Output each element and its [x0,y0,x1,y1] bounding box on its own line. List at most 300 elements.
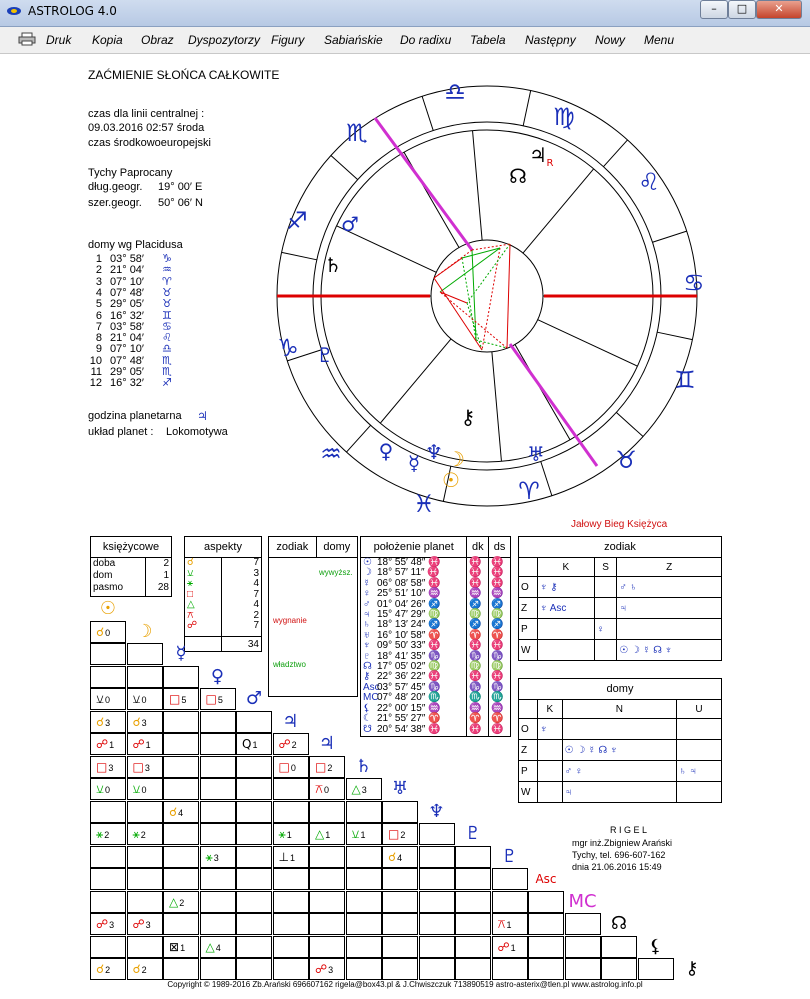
aspect-grid-mark: □3 [96,759,114,774]
aspect-grid-cell[interactable] [382,868,418,890]
aspect-grid-cell[interactable] [455,958,491,980]
lunar-doba-label: doba [93,558,116,569]
aspect-grid-mark: ⚺0 [132,692,147,706]
aspect-grid-cell[interactable] [236,891,272,913]
domy-element-row-label: Z [519,740,538,761]
zodiak-element-table [518,536,722,661]
domy-element-header: domy [519,679,722,700]
zodiak-element-cell: ☉ ☽ ☿ ☊ ♆ [617,640,722,661]
zodiak-element-cell: ♆ ⚷ [538,577,595,598]
aspect-grid-cell[interactable] [382,801,418,823]
timezone: czas środkowoeuropejski [88,137,211,149]
aspect-grid-cell[interactable] [200,891,236,913]
dignity-wygnanie: wygnanie [273,616,307,625]
lunar-dom-label: dom [93,570,113,581]
position-sign: ♒ [425,702,441,714]
zodiak-element-cell: ♃ [617,598,722,619]
houses-label: domy wg Placidusa [88,239,183,251]
aspect-grid-mark: ⚹3 [205,849,219,864]
sign-boundary [523,91,530,126]
sign-glyph: ♋ [683,269,705,297]
aspect-grid-cell[interactable] [419,913,455,935]
aspect-grid-cell[interactable] [163,778,199,800]
aspect-grid-cell[interactable] [236,778,272,800]
planet-glyph: ♅ [527,442,545,466]
position-degree: 16° 10′ 58″ [377,629,426,641]
house-sign-ds: ♑ [491,650,504,662]
chart-area [0,54,810,999]
aspect-grid-cell[interactable] [346,913,382,935]
aspect-grid-mark: ⊥1 [278,849,295,864]
aspect-count: 4 [253,599,259,610]
aspect-grid-cell[interactable] [163,913,199,935]
place: Tychy Paprocany [88,167,173,179]
aspect-count: 2 [253,609,259,621]
aspect-grid-cell[interactable] [163,958,199,980]
zodiak-element-col-header: S [594,558,617,577]
house-cusp [473,131,483,241]
aspect-grid-cell[interactable] [127,666,163,688]
aspect-grid-cell[interactable] [200,913,236,935]
position-planet: ♂ [363,598,371,610]
aspect-grid-cell[interactable] [346,936,382,958]
aspect-grid-mark: ☍1 [96,737,115,751]
aspect-grid-mark: ☌3 [132,714,147,729]
aspect-grid-cell[interactable] [419,891,455,913]
aspect-grid-cell[interactable] [90,936,126,958]
sign-boundary [541,461,552,495]
aspect-grid-cell[interactable] [565,913,601,935]
sign-boundary [603,140,627,167]
aspect-grid-mark: ⚻1 [497,917,512,931]
aspect-grid-cell[interactable] [273,868,309,890]
aspect-grid-cell[interactable] [419,868,455,890]
aspect-grid-cell[interactable] [273,913,309,935]
aspect-grid-cell[interactable] [90,846,126,868]
house-sign: ♎ [162,342,172,356]
aspect-grid-cell[interactable] [273,801,309,823]
position-degree: 18° 13′ 24″ [377,619,426,631]
close-button[interactable]: ✕ [756,0,802,19]
aspect-grid-cell[interactable] [273,891,309,913]
position-planet: ♇ [363,650,371,662]
aspect-grid-cell[interactable] [309,846,345,868]
planet-glyph: ☽ [447,447,465,471]
position-planet: ☉ [363,557,372,568]
aspect-grid-cell[interactable] [236,868,272,890]
position-sign: ♐ [425,598,441,610]
menu-menu[interactable]: Menu [644,33,675,47]
aspect-grid-cell[interactable] [638,958,674,980]
position-degree: 20° 54′ 38″ [377,723,426,735]
aspect-grid-cell[interactable] [309,891,345,913]
domy-element-cell [677,740,722,761]
house-degree: 07° 10′ [110,343,144,356]
house-sign-ds: ♐ [491,619,504,631]
menu-nastepny[interactable]: Następny [525,33,576,47]
aspect-grid-cell[interactable] [90,666,126,688]
position-sign: ♈ [425,713,441,725]
aspect-grid-cell[interactable] [273,958,309,980]
aspect-grid-cell[interactable] [346,891,382,913]
planet-glyph: ♀ [378,439,394,463]
aspect-grid-mark: ⚺0 [96,782,111,796]
aspect-grid-planet: ♃ [318,733,336,754]
aspect-grid-cell[interactable] [492,891,528,913]
domy-element-cell: ☉ ☽ ☿ ☊ ♆ [562,740,676,761]
domy-element-cell: ♄ ♃ [677,761,722,782]
zodiak-element-cell [538,619,595,640]
aspect-glyph: ⚹ [187,578,193,589]
aspect-grid-cell[interactable] [200,711,236,733]
aspect-grid-mark: ⚹2 [96,827,110,841]
house-sign-dk: ♈ [469,713,482,725]
aspect-grid-cell[interactable] [309,801,345,823]
aspect-grid-cell[interactable] [419,846,455,868]
aspect-grid-cell[interactable] [163,711,199,733]
aspect-grid-cell[interactable] [492,868,528,890]
zodiak-element-row-label: Z [519,598,538,619]
menu-kopia[interactable]: Kopia [92,33,123,47]
aspect-grid-cell[interactable] [273,936,309,958]
position-planet: ⚷ [363,671,371,683]
positions-dk: dk [467,537,489,558]
copyright-footer: Copyright © 1989-2016 Zb.Arański 696607162 rigela@box43.pl & J.Chwiszczuk 713890519 astro-asterix@tlen.pl www.astrolog.info.pl [167,980,643,989]
domy-element-cell [677,719,722,740]
position-planet: ♃ [363,609,371,621]
domy-element-col-header: U [677,700,722,719]
app-logo-icon [6,6,22,16]
aspect-grid-planet: ♆ [428,800,445,822]
house-number: 3 [95,275,102,288]
position-sign: ♓ [425,723,441,735]
sign-glyph: ♈ [518,477,540,505]
domy-element-cell [538,740,563,761]
position-degree: 17° 05′ 02″ [377,661,426,673]
house-sign-dk: ♓ [469,567,482,579]
domy-element-table [518,678,722,803]
aspect-grid-cell[interactable] [309,936,345,958]
aspect-grid-mark: △2 [169,894,185,909]
aspect-grid-mark: ☍3 [315,962,334,976]
aspect-grid-cell[interactable] [127,846,163,868]
house-sign-ds: ♓ [491,723,504,735]
aspect-glyph: ⚺ [187,567,194,579]
aspect-grid-cell[interactable] [127,643,163,665]
house-sign-dk: ♓ [469,723,482,735]
aspect-grid-cell[interactable] [127,936,163,958]
aspect-grid-mark: ☌2 [96,962,111,976]
zodiak-element-cell [617,619,722,640]
position-sign: ♈ [425,629,441,641]
menu-druk[interactable]: Druk [46,33,72,47]
aspect-grid-cell[interactable] [163,666,199,688]
house-sign: ♊ [162,308,172,322]
position-degree: 18° 55′ 48″ [377,557,426,568]
position-planet: ♄ [363,619,371,631]
house-sign-dk: ♍ [469,661,482,673]
aspect-grid-planet: ♄ [355,755,372,777]
sign-glyph: ♉ [615,446,637,474]
chart-wheel [262,78,712,528]
aspect-grid-cell[interactable] [419,958,455,980]
aspect-grid-cell[interactable] [163,823,199,845]
aspect-grid-cell[interactable] [90,643,126,665]
aspects-header: aspekty [185,537,262,558]
title-bar [0,0,810,27]
pattern-label: układ planet : [88,426,154,438]
position-degree: 07° 48′ 20″ [377,692,426,704]
zodiak-element-cell [594,577,617,598]
aspect-grid-mark: ⚺1 [351,827,366,841]
house-sign-ds: ♓ [491,567,504,579]
position-planet: Asc [363,681,380,693]
menu-figury[interactable]: Figury [271,33,305,47]
aspect-grid-cell[interactable] [163,868,199,890]
position-sign: ♍ [425,661,441,673]
house-sign: ♏ [162,365,172,378]
aspect-grid-cell[interactable] [236,801,272,823]
aspect-grid-cell[interactable] [200,756,236,778]
house-number: 12 [89,377,102,390]
aspect-grid-cell[interactable] [455,936,491,958]
aspect-grid-cell[interactable] [127,801,163,823]
aspect-grid-cell[interactable] [382,958,418,980]
domy-element-row-label: P [519,761,538,782]
planet-glyph: ♂ [341,212,359,236]
planet-glyph: ☉ [442,468,460,492]
aspect-grid-planet: ⚸ [648,935,663,957]
aspect-grid-cell[interactable] [346,868,382,890]
aspect-line [507,244,510,348]
lunar-dom-value: 1 [163,570,169,581]
position-planet: ☾ [363,713,372,725]
zodiak-element-header: zodiak [519,537,722,558]
house-cusp [492,352,502,462]
position-sign: ♒ [425,588,441,600]
aspect-grid-mark: ⚹1 [278,827,292,841]
aspect-grid-cell[interactable] [528,913,564,935]
aspect-grid-mark: ☍3 [96,917,115,931]
aspect-grid-cell[interactable] [127,891,163,913]
aspect-grid-cell[interactable] [200,958,236,980]
aspect-grid-cell[interactable] [163,733,199,755]
aspect-grid-mark: □5 [205,692,223,706]
datetime: 09.03.2016 02:57 środa [88,122,205,134]
aspect-glyph: ☌ [187,557,194,568]
menu-obraz[interactable]: Obraz [141,33,174,47]
aspect-grid-cell[interactable] [455,868,491,890]
aspect-grid-cell[interactable] [528,958,564,980]
house-sign-ds: ♈ [491,629,504,641]
menu-bar [0,27,810,54]
house-degree: 16° 32′ [110,377,144,390]
aspect-grid-cell[interactable] [163,756,199,778]
house-sign-ds: ♑ [491,681,504,693]
aspect-grid-cell[interactable] [382,936,418,958]
maximize-button[interactable]: □ [728,0,756,19]
aspect-grid-cell[interactable] [419,936,455,958]
aspect-grid-cell[interactable] [200,801,236,823]
aspect-grid-cell[interactable] [309,913,345,935]
aspect-grid-cell[interactable] [565,936,601,958]
planet-glyph: ⚷ [460,405,476,429]
aspect-grid-cell[interactable] [200,823,236,845]
aspect-grid-cell[interactable] [565,958,601,980]
aspect-grid-cell[interactable] [601,936,637,958]
zodiak-element-cell: ♆ Asc [538,598,595,619]
aspect-grid-planet: ♃ [282,710,299,732]
aspect-grid-cell[interactable] [200,778,236,800]
position-degree: 22° 36′ 22″ [377,671,426,683]
house-number: 1 [95,253,102,265]
aspect-grid-cell[interactable] [419,823,455,845]
house-sign-ds: ♓ [491,557,504,568]
aspect-grid-mark: △1 [315,827,331,841]
sign-boundary [422,96,433,130]
house-sign-dk: ♒ [469,588,482,600]
house-degree: 07° 48′ [110,286,144,299]
rigel-author: mgr inż.Zbigniew Arański [572,838,673,848]
house-sign-dk: ♑ [469,650,482,662]
sign-glyph: ♎ [444,78,466,106]
house-sign-ds: ♒ [491,702,504,714]
domy-element-cell [538,782,563,803]
aspect-grid-cell[interactable] [236,823,272,845]
house-sign: ♐ [162,376,172,390]
aspect-grid-cell[interactable] [236,756,272,778]
planet-hour-label: godzina planetarna [88,410,182,422]
sign-glyph: ♓ [413,490,435,518]
retrograde-mark: R [546,158,554,169]
aspect-grid-mark: ☌3 [96,714,111,729]
position-planet: ☽ [363,567,372,579]
zodiak-element-row-label: O [519,577,538,598]
aspect-grid-cell[interactable] [200,868,236,890]
zodiak-element-cell [594,598,617,619]
position-planet: ⚸ [363,702,371,714]
aspect-grid-cell[interactable] [455,846,491,868]
positions-table [360,536,511,737]
aspect-grid-mark: □0 [278,759,296,774]
aspect-grid-cell[interactable] [200,733,236,755]
position-planet: ☿ [363,577,371,589]
aspect-grid-cell[interactable] [528,891,564,913]
aspect-grid-cell[interactable] [382,891,418,913]
house-sign-ds: ♈ [491,713,504,725]
house-sign: ♑ [162,252,172,265]
aspect-grid-cell[interactable] [90,891,126,913]
planet-glyph: ♄ [324,253,342,277]
menu-dyspozytorzy[interactable]: Dyspozytorzy [188,33,261,47]
aspect-count: 3 [253,567,259,579]
aspect-grid-cell[interactable] [236,711,272,733]
house-degree: 03° 58′ [110,320,144,333]
aspect-grid-cell[interactable] [90,868,126,890]
house-degree: 07° 10′ [110,275,144,288]
domy-element-cell [677,782,722,803]
dignity-wladztwo: władztwo [273,660,306,669]
house-sign-dk: ♐ [469,619,482,631]
aspect-grid-cell[interactable] [90,801,126,823]
aspect-grid-planet: ☊ [611,913,627,934]
aspect-count: 4 [253,578,259,589]
lunar-header: księżycowe [91,537,172,558]
aspect-grid-planet: MC [568,890,597,912]
aspect-grid-cell[interactable] [492,958,528,980]
house-number: 10 [89,354,102,367]
aspect-grid-cell[interactable] [382,913,418,935]
position-sign: ♓ [424,567,440,579]
aspect-grid-cell[interactable] [236,936,272,958]
menu-sabianskie[interactable]: Sabiańskie [324,33,383,47]
position-planet: ☊ [363,661,372,673]
aspect-grid-mark: ☍2 [278,737,297,751]
aspect-grid-cell[interactable] [346,846,382,868]
aspect-grid-cell[interactable] [455,913,491,935]
position-sign: ♓ [425,577,441,589]
aspect-grid-cell[interactable] [273,778,309,800]
minimize-button[interactable]: – [700,0,728,19]
house-cusp [538,320,638,366]
domy-element-cell [562,719,676,740]
menu-nowy[interactable]: Nowy [595,33,626,47]
rigel-name: R I G E L [610,825,648,835]
aspect-grid-cell[interactable] [528,936,564,958]
void-moon-label: Jałowy Bieg Księżyca [571,519,668,530]
house-degree: 29° 05′ [110,366,144,378]
aspect-grid-cell[interactable] [346,958,382,980]
menu-do-radixu[interactable]: Do radixu [400,33,452,47]
aspect-grid-cell[interactable] [601,958,637,980]
rigel-contact: Tychy, tel. 696-607-162 [572,850,666,860]
aspect-grid-mark: ☌2 [132,962,147,976]
planet-glyph: ♃ [529,143,547,167]
zodiak-element-col-header: K [538,558,595,577]
aspect-grid-cell[interactable] [163,846,199,868]
position-degree: 18° 41′ 35″ [377,650,426,662]
house-sign: ♌ [162,331,172,345]
aspect-grid-planet: ⚷ [685,958,699,979]
aspect-grid-mark: □5 [169,692,187,706]
domy-element-col-header: K [538,700,563,719]
aspect-grid-cell[interactable] [127,868,163,890]
aspect-grid-cell[interactable] [236,846,272,868]
aspect-glyph: ⚻ [187,609,194,621]
planet-glyph: ♆ [425,440,443,464]
sign-glyph: ♌ [638,168,660,196]
position-degree: 06° 08′ 58″ [377,577,426,589]
position-planet: ♆ [363,640,371,652]
house-number: 9 [95,343,102,356]
position-planet: MC [363,692,379,704]
domy-element-cell [538,761,563,782]
menu-tabela[interactable]: Tabela [470,33,506,47]
aspect-grid-cell[interactable] [455,891,491,913]
house-number: 4 [95,286,102,299]
aspect-grid-cell[interactable] [309,868,345,890]
house-sign-ds: ♐ [491,598,504,610]
aspect-grid-mark: ⊠1 [169,939,186,954]
aspect-grid-cell[interactable] [236,913,272,935]
aspect-grid-mark: ☌4 [169,804,184,819]
aspect-grid-cell[interactable] [346,801,382,823]
aspect-grid-cell[interactable] [236,958,272,980]
zodiak-element-cell [538,640,595,661]
lon-label: dług.geogr. [88,181,143,193]
printer-icon[interactable] [18,32,36,46]
house-sign-dk: ♓ [469,577,482,589]
